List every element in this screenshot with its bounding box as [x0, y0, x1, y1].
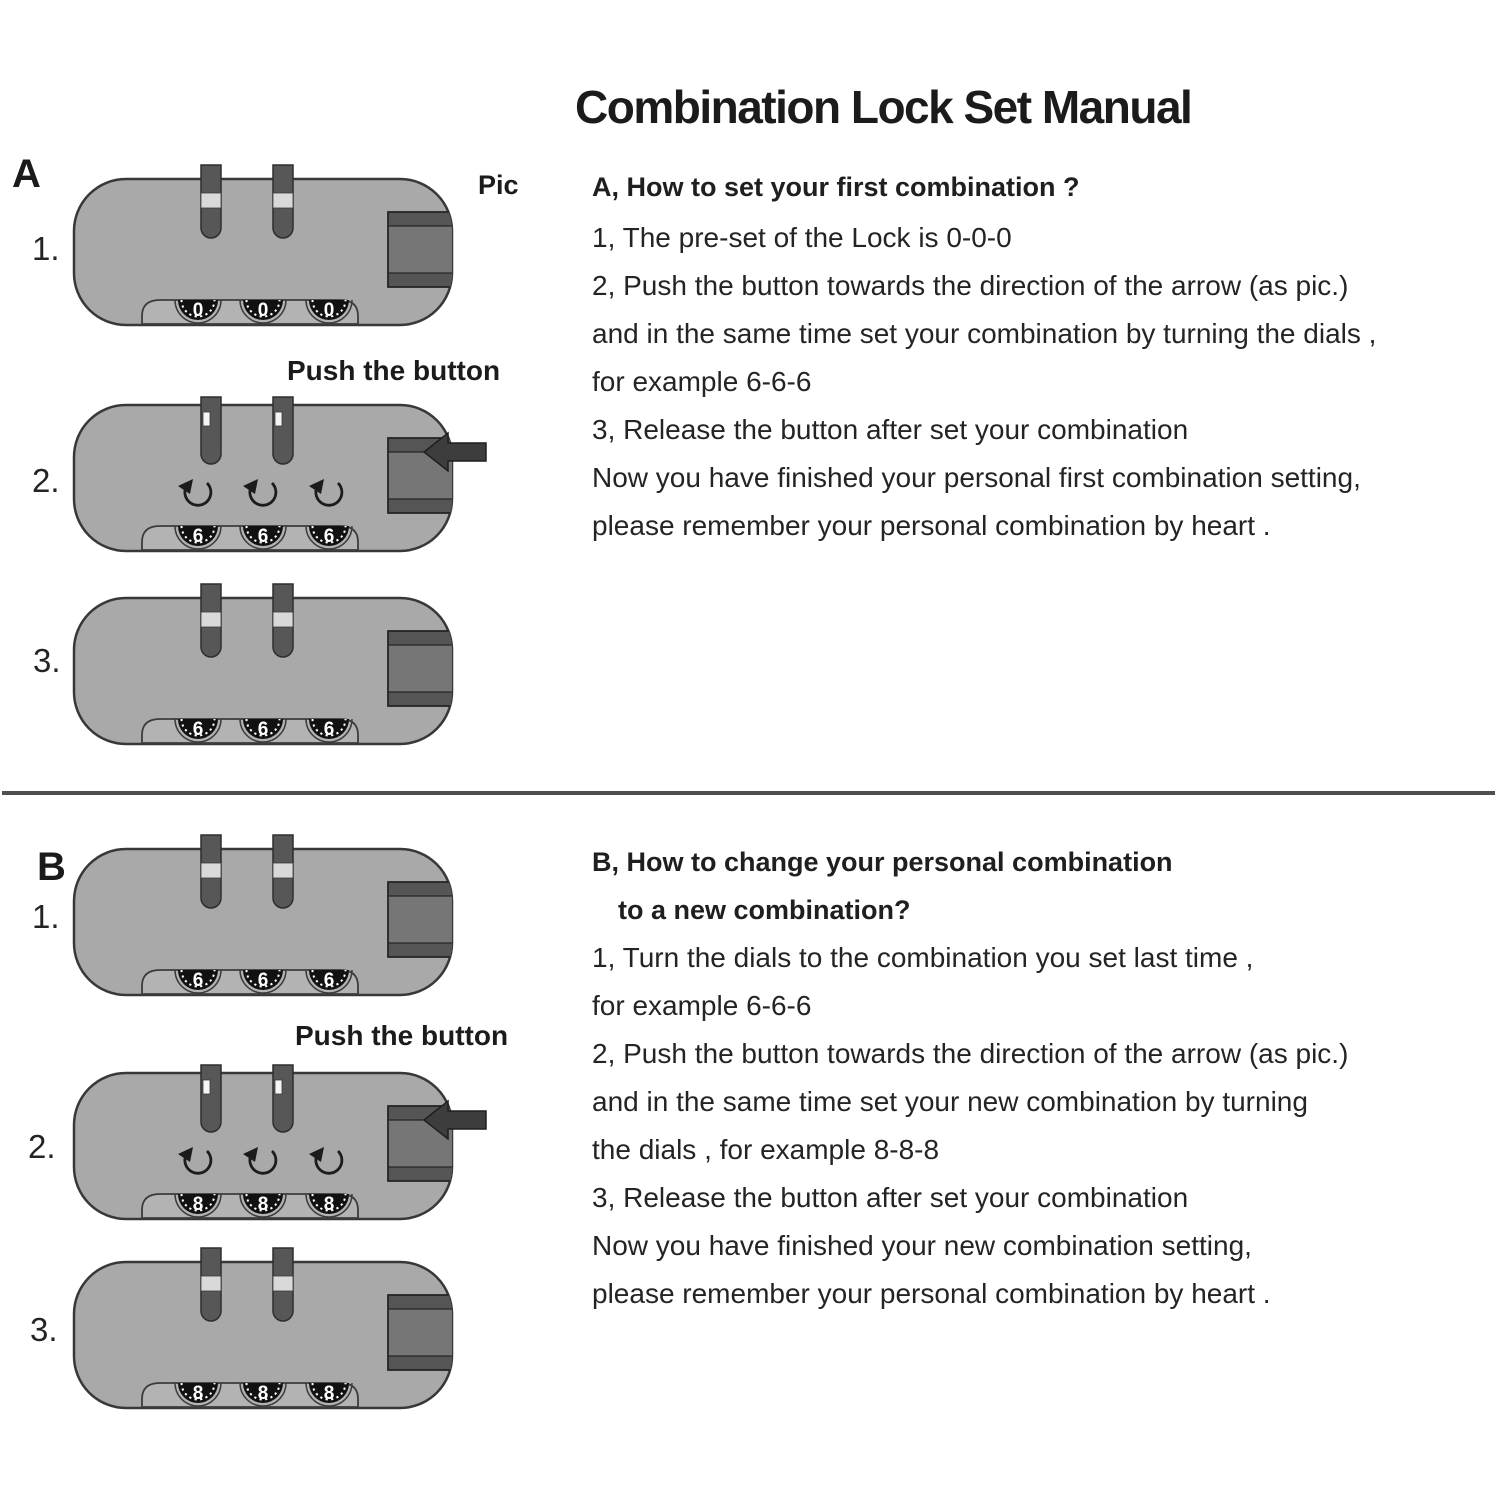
- dial-digit: 6: [257, 526, 269, 547]
- step-number: 3.: [30, 1311, 58, 1348]
- lock-diagram-a-step3: [64, 574, 564, 749]
- instruction-line: please remember your personal combination by heart .: [592, 1278, 1271, 1309]
- section-b-heading: [592, 838, 1173, 934]
- instruction-line: and in the same time set your new combination by turning: [592, 1086, 1308, 1117]
- dial-digit: 6: [192, 970, 204, 991]
- lock-diagram-a-step2: [64, 381, 564, 556]
- instruction-line: and in the same time set your combination by turning the dials ,: [592, 318, 1377, 349]
- pic-label: Pic: [478, 170, 519, 200]
- dial-digit: 0: [192, 300, 204, 321]
- push-button: [388, 212, 468, 287]
- section-a-heading: A, How to set your first combination ?: [592, 172, 1080, 202]
- lock-diagram-b-step2: [64, 1049, 564, 1224]
- instruction-line: 2, Push the button towards the direction of the arrow (as pic.): [592, 270, 1349, 301]
- shackle-leg: [201, 1248, 221, 1321]
- push-the-button-label: Push the button: [287, 355, 501, 386]
- step-number: 1.: [32, 898, 60, 935]
- step-number: 1.: [32, 230, 60, 267]
- shackle-leg: [273, 1065, 293, 1132]
- dial-digit: 0: [257, 300, 269, 321]
- push-the-button-label: Push the button: [295, 1020, 509, 1051]
- section-a-instructions: [592, 214, 1376, 550]
- dial-digit: 6: [192, 719, 204, 740]
- shackle-leg: [273, 165, 293, 238]
- push-button: [388, 882, 468, 957]
- shackle-leg: [273, 1248, 293, 1321]
- shackle-leg: [201, 397, 221, 464]
- shackle-leg: [201, 165, 221, 238]
- instruction-line: Now you have finished your personal first combination setting,: [592, 462, 1361, 493]
- dial-digit: 6: [323, 970, 335, 991]
- dial-digit: 8: [323, 1383, 335, 1404]
- section-b-label: B: [37, 845, 66, 889]
- shackle-leg: [273, 835, 293, 908]
- step-number: 2.: [32, 462, 60, 499]
- section-a-label: A: [12, 152, 41, 196]
- dial-digit: 8: [257, 1194, 269, 1215]
- instruction-line: 2, Push the button towards the direction of the arrow (as pic.): [592, 1038, 1349, 1069]
- dial-digit: 6: [192, 526, 204, 547]
- dial-digit: 8: [257, 1383, 269, 1404]
- instruction-line: 3, Release the button after set your combination: [592, 1182, 1189, 1213]
- dial-digit: 0: [323, 300, 335, 321]
- shackle-leg: [201, 1065, 221, 1132]
- step-number: 3.: [33, 642, 61, 679]
- dial-digit: 6: [323, 526, 335, 547]
- instruction-line: 3, Release the button after set your combination: [592, 414, 1189, 445]
- section-b-heading-line2: to a new combination?: [618, 895, 911, 925]
- step-number: 2.: [28, 1128, 56, 1165]
- instruction-line: 1, The pre-set of the Lock is 0-0-0: [592, 222, 1012, 253]
- lock-diagram-b-step1: [64, 825, 564, 1000]
- instruction-line: the dials , for example 8-8-8: [592, 1134, 940, 1165]
- dial-digit: 6: [257, 970, 269, 991]
- push-button: [388, 1295, 468, 1370]
- shackle-leg: [273, 584, 293, 657]
- dial-digit: 8: [192, 1383, 204, 1404]
- page-title: Combination Lock Set Manual: [575, 81, 1192, 133]
- lock-diagram-b-step3: [64, 1238, 564, 1413]
- shackle-leg: [201, 835, 221, 908]
- dial-digit: 6: [323, 719, 335, 740]
- shackle-leg: [273, 397, 293, 464]
- push-button: [388, 631, 468, 706]
- instruction-line: for example 6-6-6: [592, 366, 812, 397]
- instruction-line: Now you have finished your new combination setting,: [592, 1230, 1252, 1261]
- dial-digit: 8: [323, 1194, 335, 1215]
- shackle-leg: [201, 584, 221, 657]
- section-b-instructions: [592, 934, 1348, 1318]
- section-divider: [2, 791, 1495, 795]
- instruction-line: for example 6-6-6: [592, 990, 812, 1021]
- section-b-heading-line1: B, How to change your personal combination: [592, 847, 1173, 877]
- dial-digit: 8: [192, 1194, 204, 1215]
- instruction-line: 1, Turn the dials to the combination you set last time ,: [592, 942, 1254, 973]
- dial-digit: 6: [257, 719, 269, 740]
- lock-diagram-a-step1: [64, 155, 564, 330]
- instruction-line: please remember your personal combination by heart .: [592, 510, 1271, 541]
